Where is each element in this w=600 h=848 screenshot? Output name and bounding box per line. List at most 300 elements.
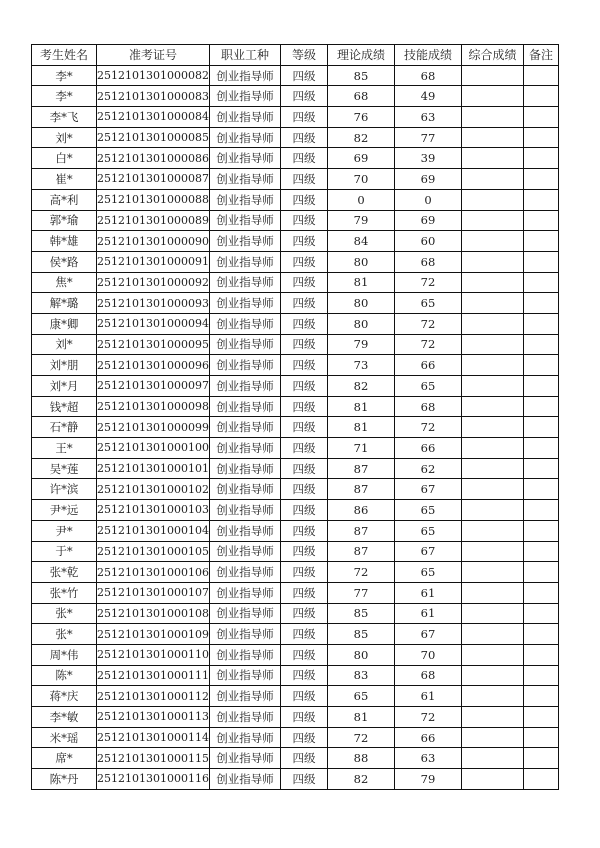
cell-skill-score: 72 [394,334,461,355]
table-row [32,334,559,355]
cell-total-score [461,562,523,583]
cell-exam-id: 2512101301000111 [97,665,210,686]
cell-skill-score: 68 [394,396,461,417]
cell-exam-id: 2512101301000103 [97,500,210,521]
cell-skill-score: 72 [394,272,461,293]
cell-level: 四级 [280,355,327,376]
cell-exam-id: 2512101301000087 [97,169,210,190]
cell-skill-score: 62 [394,458,461,479]
table-row [32,582,559,603]
cell-name: 张*乾 [32,562,97,583]
cell-skill-score: 68 [394,65,461,86]
cell-job: 创业指导师 [209,148,280,169]
cell-note [523,603,558,624]
cell-job: 创业指导师 [209,65,280,86]
cell-name: 李* [32,86,97,107]
cell-skill-score: 65 [394,376,461,397]
cell-name: 王* [32,438,97,459]
cell-exam-id: 2512101301000116 [97,769,210,790]
table-row [32,169,559,190]
cell-job: 创业指导师 [209,169,280,190]
cell-exam-id: 2512101301000113 [97,707,210,728]
cell-name: 尹*远 [32,500,97,521]
cell-name: 石*静 [32,417,97,438]
cell-job: 创业指导师 [209,251,280,272]
cell-skill-score: 65 [394,500,461,521]
cell-job: 创业指导师 [209,396,280,417]
header-row [32,45,559,66]
cell-note [523,169,558,190]
cell-job: 创业指导师 [209,727,280,748]
cell-note [523,65,558,86]
header-skill-score: 技能成绩 [394,45,461,66]
cell-total-score [461,86,523,107]
cell-level: 四级 [280,86,327,107]
cell-exam-id: 2512101301000105 [97,541,210,562]
cell-note [523,86,558,107]
cell-exam-id: 2512101301000101 [97,458,210,479]
cell-exam-id: 2512101301000083 [97,86,210,107]
cell-exam-id: 2512101301000115 [97,748,210,769]
cell-theory-score: 73 [327,355,394,376]
cell-job: 创业指导师 [209,707,280,728]
table-row [32,417,559,438]
cell-level: 四级 [280,458,327,479]
cell-theory-score: 84 [327,231,394,252]
cell-skill-score: 66 [394,727,461,748]
cell-exam-id: 2512101301000108 [97,603,210,624]
table-body [32,65,559,789]
cell-total-score [461,479,523,500]
cell-note [523,458,558,479]
cell-exam-id: 2512101301000106 [97,562,210,583]
cell-skill-score: 66 [394,438,461,459]
table-row [32,231,559,252]
cell-exam-id: 2512101301000092 [97,272,210,293]
cell-name: 尹* [32,520,97,541]
table-row [32,355,559,376]
table-row [32,189,559,210]
cell-exam-id: 2512101301000109 [97,624,210,645]
table-row [32,272,559,293]
cell-note [523,293,558,314]
cell-theory-score: 70 [327,169,394,190]
cell-name: 李* [32,65,97,86]
cell-level: 四级 [280,582,327,603]
cell-note [523,396,558,417]
table-row [32,127,559,148]
cell-level: 四级 [280,541,327,562]
table-row [32,438,559,459]
table-row [32,107,559,128]
cell-total-score [461,107,523,128]
cell-name: 高*利 [32,189,97,210]
cell-job: 创业指导师 [209,644,280,665]
cell-name: 于* [32,541,97,562]
cell-theory-score: 65 [327,686,394,707]
cell-note [523,562,558,583]
table-row [32,210,559,231]
cell-job: 创业指导师 [209,127,280,148]
cell-theory-score: 72 [327,562,394,583]
cell-name: 钱*超 [32,396,97,417]
cell-name: 蒋*庆 [32,686,97,707]
cell-total-score [461,355,523,376]
cell-exam-id: 2512101301000107 [97,582,210,603]
cell-name: 刘* [32,127,97,148]
cell-theory-score: 80 [327,251,394,272]
cell-exam-id: 2512101301000086 [97,148,210,169]
table-row [32,458,559,479]
cell-note [523,231,558,252]
cell-level: 四级 [280,500,327,521]
table-row [32,65,559,86]
cell-theory-score: 82 [327,127,394,148]
cell-level: 四级 [280,148,327,169]
cell-total-score [461,210,523,231]
cell-job: 创业指导师 [209,582,280,603]
cell-level: 四级 [280,748,327,769]
cell-total-score [461,231,523,252]
cell-total-score [461,293,523,314]
cell-name: 焦* [32,272,97,293]
cell-skill-score: 61 [394,582,461,603]
header-note: 备注 [523,45,558,66]
cell-exam-id: 2512101301000084 [97,107,210,128]
cell-exam-id: 2512101301000089 [97,210,210,231]
cell-note [523,417,558,438]
cell-skill-score: 69 [394,210,461,231]
cell-name: 陈*丹 [32,769,97,790]
cell-theory-score: 76 [327,107,394,128]
cell-total-score [461,500,523,521]
cell-theory-score: 85 [327,624,394,645]
cell-exam-id: 2512101301000082 [97,65,210,86]
table-row [32,376,559,397]
cell-note [523,500,558,521]
cell-job: 创业指导师 [209,438,280,459]
cell-exam-id: 2512101301000110 [97,644,210,665]
cell-skill-score: 61 [394,603,461,624]
cell-level: 四级 [280,313,327,334]
cell-exam-id: 2512101301000098 [97,396,210,417]
cell-theory-score: 81 [327,707,394,728]
cell-name: 许*滨 [32,479,97,500]
cell-level: 四级 [280,127,327,148]
cell-exam-id: 2512101301000097 [97,376,210,397]
table-row [32,479,559,500]
cell-name: 侯*路 [32,251,97,272]
cell-skill-score: 67 [394,541,461,562]
cell-note [523,355,558,376]
cell-total-score [461,127,523,148]
cell-name: 韩*雄 [32,231,97,252]
cell-theory-score: 81 [327,396,394,417]
cell-level: 四级 [280,396,327,417]
cell-total-score [461,541,523,562]
cell-exam-id: 2512101301000100 [97,438,210,459]
cell-skill-score: 61 [394,686,461,707]
cell-note [523,541,558,562]
cell-level: 四级 [280,665,327,686]
cell-skill-score: 68 [394,251,461,272]
cell-theory-score: 85 [327,65,394,86]
cell-skill-score: 65 [394,562,461,583]
table-header [32,45,559,66]
cell-skill-score: 67 [394,624,461,645]
cell-theory-score: 72 [327,727,394,748]
cell-note [523,148,558,169]
cell-skill-score: 65 [394,293,461,314]
cell-level: 四级 [280,334,327,355]
cell-job: 创业指导师 [209,665,280,686]
cell-total-score [461,644,523,665]
cell-level: 四级 [280,707,327,728]
cell-note [523,127,558,148]
cell-theory-score: 68 [327,86,394,107]
cell-level: 四级 [280,520,327,541]
cell-total-score [461,251,523,272]
cell-level: 四级 [280,251,327,272]
cell-level: 四级 [280,293,327,314]
cell-theory-score: 69 [327,148,394,169]
cell-theory-score: 87 [327,541,394,562]
cell-level: 四级 [280,189,327,210]
cell-job: 创业指导师 [209,231,280,252]
cell-skill-score: 66 [394,355,461,376]
cell-exam-id: 2512101301000096 [97,355,210,376]
cell-name: 陈* [32,665,97,686]
cell-name: 刘*朋 [32,355,97,376]
cell-skill-score: 67 [394,479,461,500]
table-row [32,665,559,686]
cell-name: 康*卿 [32,313,97,334]
cell-skill-score: 60 [394,231,461,252]
cell-note [523,272,558,293]
header-name: 考生姓名 [32,45,97,66]
cell-theory-score: 80 [327,293,394,314]
cell-exam-id: 2512101301000104 [97,520,210,541]
cell-total-score [461,665,523,686]
cell-note [523,624,558,645]
table-row [32,293,559,314]
cell-job: 创业指导师 [209,769,280,790]
cell-note [523,644,558,665]
cell-theory-score: 82 [327,769,394,790]
cell-note [523,210,558,231]
cell-skill-score: 0 [394,189,461,210]
cell-theory-score: 87 [327,520,394,541]
cell-job: 创业指导师 [209,562,280,583]
table-row [32,624,559,645]
cell-job: 创业指导师 [209,313,280,334]
cell-theory-score: 85 [327,603,394,624]
cell-job: 创业指导师 [209,748,280,769]
cell-total-score [461,707,523,728]
cell-name: 张*竹 [32,582,97,603]
cell-job: 创业指导师 [209,293,280,314]
cell-level: 四级 [280,65,327,86]
table-row [32,644,559,665]
cell-skill-score: 69 [394,169,461,190]
cell-skill-score: 72 [394,313,461,334]
cell-job: 创业指导师 [209,686,280,707]
cell-note [523,665,558,686]
cell-skill-score: 49 [394,86,461,107]
cell-name: 周*伟 [32,644,97,665]
cell-theory-score: 87 [327,458,394,479]
cell-theory-score: 86 [327,500,394,521]
cell-skill-score: 70 [394,644,461,665]
cell-note [523,582,558,603]
cell-total-score [461,396,523,417]
cell-total-score [461,65,523,86]
cell-name: 席* [32,748,97,769]
cell-name: 李*敏 [32,707,97,728]
cell-exam-id: 2512101301000091 [97,251,210,272]
cell-job: 创业指导师 [209,86,280,107]
cell-theory-score: 83 [327,665,394,686]
table-row [32,541,559,562]
cell-name: 郭*瑜 [32,210,97,231]
cell-note [523,313,558,334]
cell-skill-score: 39 [394,148,461,169]
cell-total-score [461,748,523,769]
cell-total-score [461,438,523,459]
cell-level: 四级 [280,376,327,397]
cell-level: 四级 [280,438,327,459]
cell-total-score [461,769,523,790]
cell-job: 创业指导师 [209,479,280,500]
cell-level: 四级 [280,644,327,665]
cell-theory-score: 80 [327,644,394,665]
cell-level: 四级 [280,603,327,624]
cell-job: 创业指导师 [209,603,280,624]
cell-note [523,479,558,500]
table-row [32,313,559,334]
cell-name: 崔* [32,169,97,190]
cell-theory-score: 81 [327,272,394,293]
cell-name: 李*飞 [32,107,97,128]
cell-skill-score: 63 [394,748,461,769]
table-row [32,748,559,769]
cell-note [523,707,558,728]
cell-note [523,727,558,748]
cell-job: 创业指导师 [209,500,280,521]
cell-name: 刘* [32,334,97,355]
cell-level: 四级 [280,479,327,500]
table-row [32,396,559,417]
table-row [32,686,559,707]
header-level: 等级 [280,45,327,66]
cell-level: 四级 [280,624,327,645]
cell-total-score [461,624,523,645]
cell-skill-score: 65 [394,520,461,541]
cell-total-score [461,189,523,210]
cell-exam-id: 2512101301000090 [97,231,210,252]
cell-level: 四级 [280,562,327,583]
cell-name: 米*瑶 [32,727,97,748]
table-row [32,562,559,583]
cell-level: 四级 [280,169,327,190]
cell-job: 创业指导师 [209,210,280,231]
cell-job: 创业指导师 [209,541,280,562]
cell-note [523,251,558,272]
cell-exam-id: 2512101301000085 [97,127,210,148]
cell-exam-id: 2512101301000088 [97,189,210,210]
cell-theory-score: 88 [327,748,394,769]
cell-job: 创业指导师 [209,334,280,355]
cell-skill-score: 79 [394,769,461,790]
cell-total-score [461,169,523,190]
table-row [32,520,559,541]
cell-note [523,686,558,707]
cell-name: 白* [32,148,97,169]
cell-job: 创业指导师 [209,417,280,438]
cell-theory-score: 71 [327,438,394,459]
cell-level: 四级 [280,686,327,707]
cell-note [523,334,558,355]
cell-job: 创业指导师 [209,624,280,645]
cell-name: 张* [32,624,97,645]
cell-total-score [461,603,523,624]
cell-level: 四级 [280,107,327,128]
cell-job: 创业指导师 [209,272,280,293]
table-row [32,148,559,169]
cell-exam-id: 2512101301000102 [97,479,210,500]
cell-theory-score: 82 [327,376,394,397]
cell-total-score [461,148,523,169]
cell-name: 刘*月 [32,376,97,397]
cell-theory-score: 80 [327,313,394,334]
cell-level: 四级 [280,417,327,438]
cell-theory-score: 79 [327,210,394,231]
cell-level: 四级 [280,231,327,252]
header-total-score: 综合成绩 [461,45,523,66]
cell-theory-score: 87 [327,479,394,500]
cell-level: 四级 [280,769,327,790]
cell-total-score [461,727,523,748]
cell-job: 创业指导师 [209,107,280,128]
cell-note [523,107,558,128]
cell-note [523,376,558,397]
cell-total-score [461,334,523,355]
cell-note [523,769,558,790]
cell-name: 解*璐 [32,293,97,314]
cell-note [523,520,558,541]
cell-skill-score: 72 [394,417,461,438]
cell-total-score [461,313,523,334]
cell-skill-score: 77 [394,127,461,148]
cell-theory-score: 81 [327,417,394,438]
cell-total-score [461,582,523,603]
cell-theory-score: 77 [327,582,394,603]
cell-theory-score: 0 [327,189,394,210]
header-theory-score: 理论成绩 [327,45,394,66]
header-exam-id: 准考证号 [97,45,210,66]
cell-note [523,189,558,210]
table-row [32,727,559,748]
cell-job: 创业指导师 [209,376,280,397]
cell-note [523,438,558,459]
cell-name: 张* [32,603,97,624]
cell-skill-score: 68 [394,665,461,686]
table-row [32,603,559,624]
cell-job: 创业指导师 [209,355,280,376]
cell-level: 四级 [280,272,327,293]
cell-skill-score: 63 [394,107,461,128]
cell-exam-id: 2512101301000095 [97,334,210,355]
